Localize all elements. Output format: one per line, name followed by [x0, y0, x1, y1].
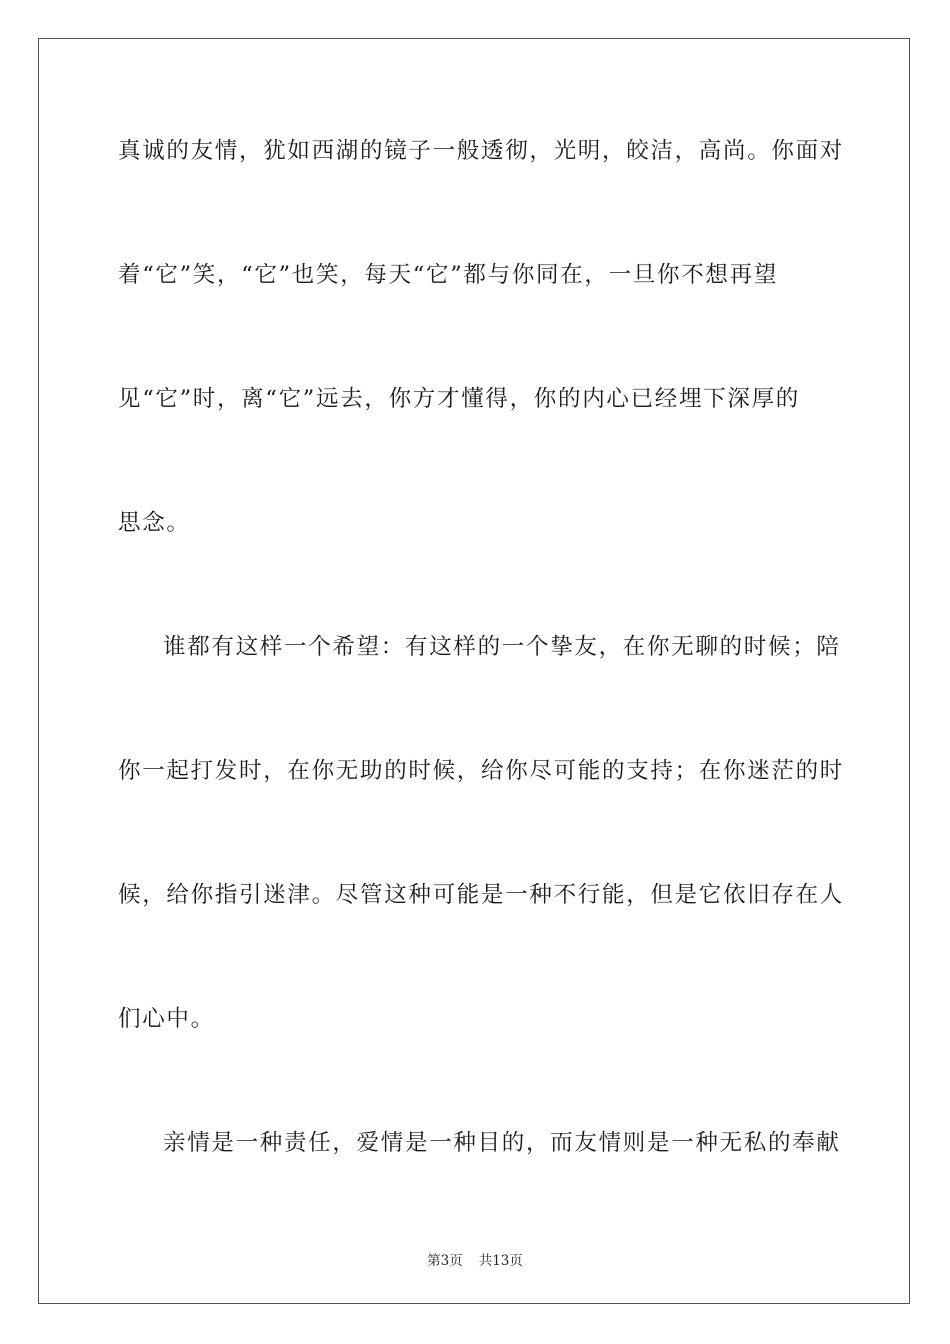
paragraph-2-line-4: 们心中。 [118, 1006, 215, 1032]
paragraph-1-line-3: 见“它”时，离“它”远去，你方才懂得，你的内心已经埋下深厚的 [118, 386, 801, 412]
page-frame [38, 38, 910, 1304]
paragraph-2-line-1: 谁都有这样一个希望：有这样的一个挚友，在你无聊的时候；陪 [163, 634, 841, 660]
paragraph-2-line-3: 候，给你指引迷津。尽管这种可能是一种不行能，但是它依旧存在人 [118, 882, 845, 908]
total-pages: 共13页 [478, 1253, 523, 1269]
page-footer [0, 1249, 950, 1269]
page-number: 第3页 [427, 1253, 463, 1269]
paragraph-2-line-2: 你一起打发时，在你无助的时候，给你尽可能的支持；在你迷茫的时 [118, 758, 845, 784]
paragraph-1-line-2: 着“它”笑，“它”也笑，每天“它”都与你同在，一旦你不想再望 [118, 262, 779, 288]
paragraph-1-line-4: 思念。 [118, 510, 191, 536]
paragraph-1-line-1: 真诚的友情，犹如西湖的镜子一般透彻，光明，皎洁，高尚。你面对 [118, 138, 845, 164]
paragraph-3-line-1: 亲情是一种责任，爱情是一种目的，而友情则是一种无私的奉献 [163, 1130, 841, 1156]
